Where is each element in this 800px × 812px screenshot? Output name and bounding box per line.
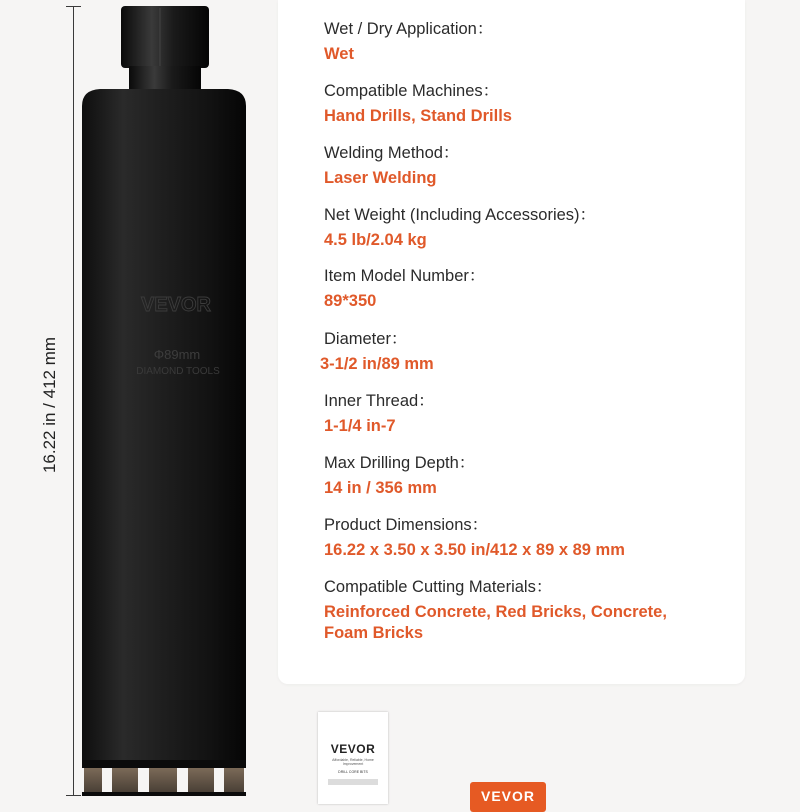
- spec-value: 14 in / 356 mm: [324, 479, 437, 497]
- spec-diameter: [320, 329, 434, 375]
- spec-label: Net Weight (Including Accessories)：: [324, 206, 597, 224]
- spec-compatible-machines: [324, 81, 512, 127]
- spec-model-number: [324, 266, 485, 312]
- spec-label: Diameter：: [324, 330, 408, 348]
- bag-tagline: Affordable, Reliable, Home Improvement: [332, 758, 374, 766]
- packaging-bag: [318, 712, 388, 804]
- spec-value: Hand Drills, Stand Drills: [324, 107, 512, 125]
- bag-logo: VEVOR: [330, 742, 376, 756]
- dimension-label: 16.22 in / 412 mm: [40, 336, 59, 474]
- spec-label: Compatible Machines：: [324, 82, 500, 100]
- spec-value: 89*350: [324, 292, 377, 310]
- spec-value: Reinforced Concrete, Red Bricks, Concrete,: [324, 603, 667, 621]
- spec-label: Wet / Dry Application：: [324, 20, 494, 38]
- drill-body: [82, 89, 246, 768]
- spec-panel: [278, 0, 745, 684]
- spec-welding-method: [324, 143, 459, 189]
- diamond-segments: [82, 768, 246, 796]
- spec-value: 1-1/4 in-7: [324, 417, 396, 435]
- spec-max-drilling-depth: [324, 453, 475, 499]
- bag-barcode-strip: [328, 779, 378, 785]
- engraving-size: Φ89mm: [153, 347, 201, 362]
- spec-value: Wet: [324, 45, 354, 63]
- spec-label: Compatible Cutting Materials：: [324, 578, 553, 596]
- spec-label: Welding Method：: [324, 144, 460, 162]
- spec-net-weight: [324, 205, 596, 251]
- spec-value: Laser Welding: [324, 169, 437, 187]
- spec-value: 4.5 lb/2.04 kg: [324, 231, 427, 249]
- packaging-box: [470, 782, 546, 812]
- spec-value-continued: Foam Bricks: [324, 624, 424, 642]
- engraving-brand: VEVOR: [140, 294, 212, 316]
- spec-label: Item Model Number：: [324, 267, 486, 285]
- spec-value: 16.22 x 3.50 x 3.50 in/412 x 89 x 89 mm: [324, 541, 625, 559]
- spec-value: 3-1/2 in/89 mm: [320, 355, 434, 373]
- spec-label: Product Dimensions：: [324, 516, 489, 534]
- spec-inner-thread: [324, 391, 435, 437]
- box-logo: VEVOR: [480, 788, 535, 804]
- bag-label: DRILL CORE BITS: [338, 770, 368, 774]
- spec-product-dimensions: [324, 515, 625, 561]
- core-drill-bit-illustration: [0, 0, 270, 800]
- spec-label: Inner Thread：: [324, 392, 435, 410]
- shank: [121, 6, 209, 90]
- spec-cutting-materials: [324, 577, 667, 644]
- product-image-area: [0, 0, 270, 800]
- spec-label: Max Drilling Depth：: [324, 454, 476, 472]
- engraving-tools: DIAMOND TOOLS: [136, 366, 220, 377]
- spec-wet-dry: [324, 19, 493, 65]
